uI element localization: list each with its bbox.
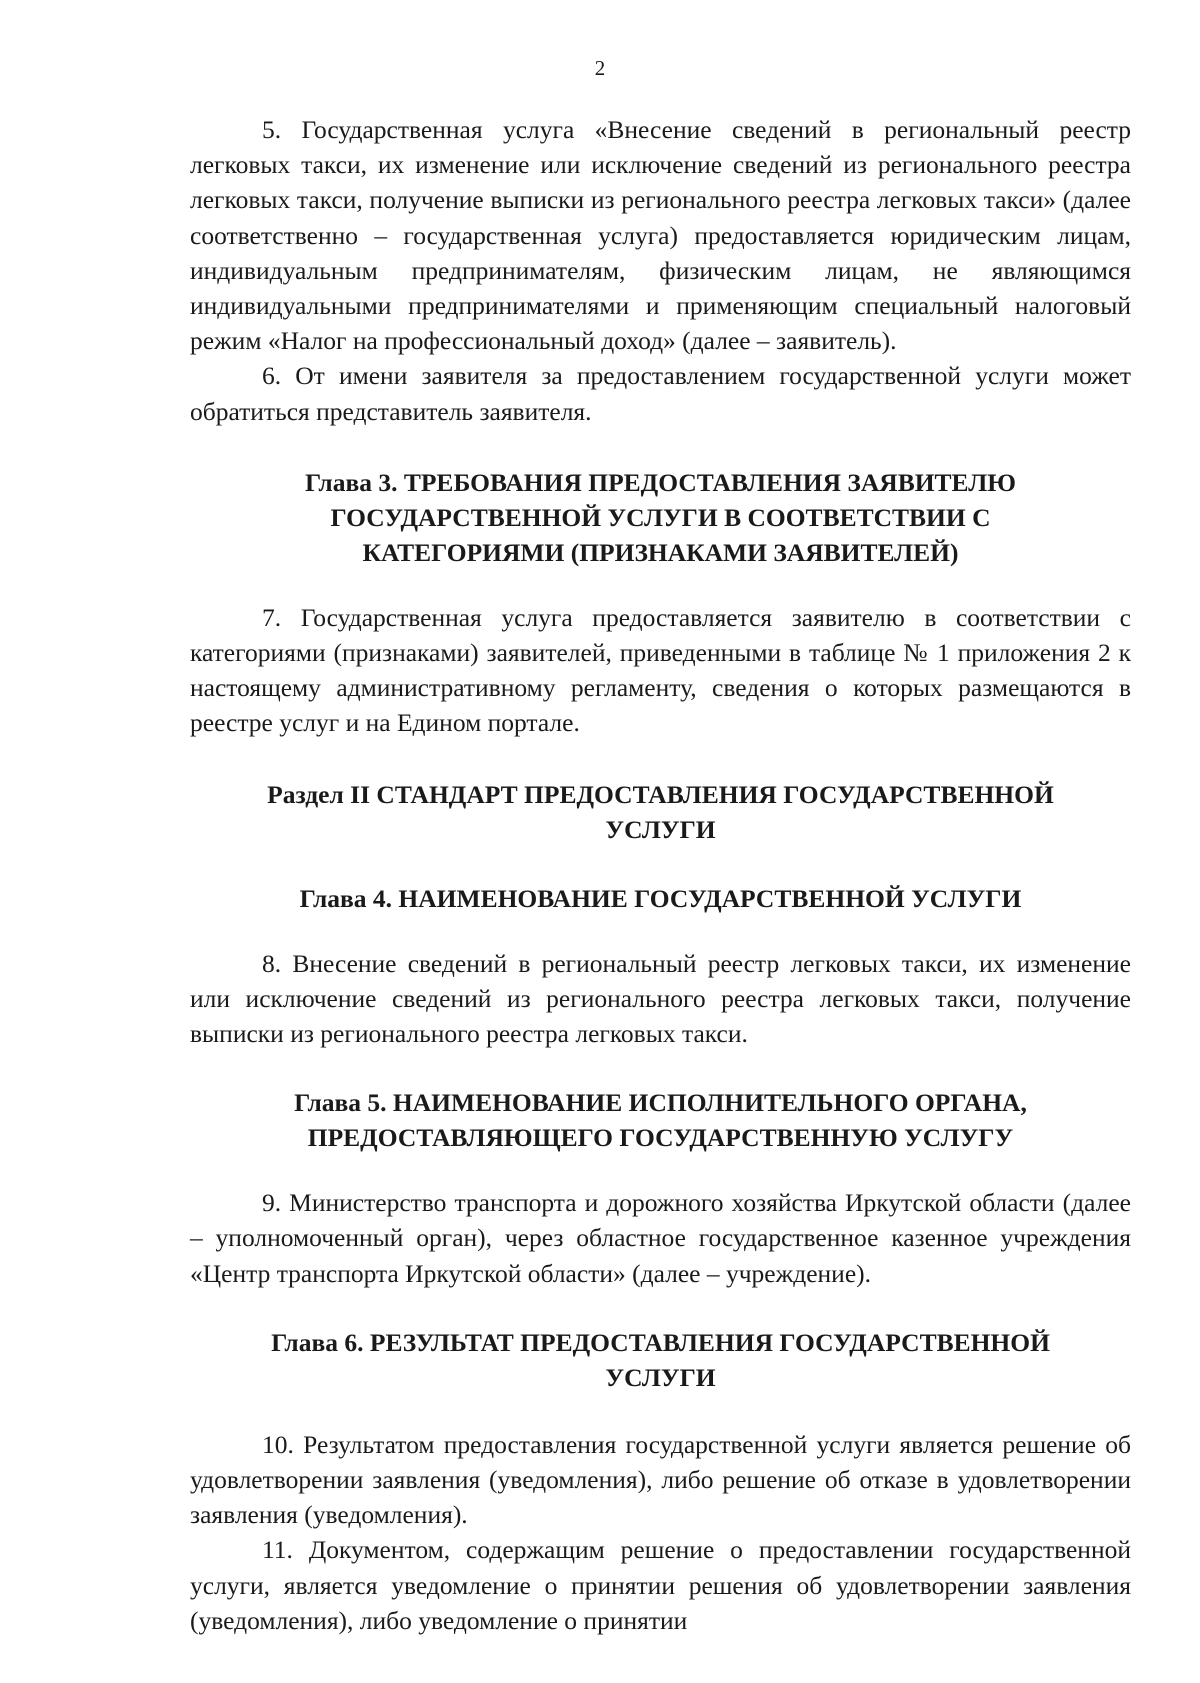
paragraph-8: 8. Внесение сведений в региональный реестр легковых такси, их изменение или исключение сведений из регионального реестра легковых такси, получение выписки из регионального реестра легковых такси. (190, 948, 1131, 1049)
chapter-4-heading (190, 881, 1131, 916)
section-2-heading-line-2: УСЛУГИ (605, 814, 716, 844)
page-number: 2 (594, 56, 606, 80)
section-2-heading-line-1: Раздел II СТАНДАРТ ПРЕДОСТАВЛЕНИЯ ГОСУДАРСТВЕННОЙ (267, 779, 1054, 809)
chapter-6-heading (190, 1325, 1131, 1395)
paragraph-11: 11. Документом, содержащим решение о предоставлении государственной услуги, является уведомление о принятии решения об удовлетворении заявления (уведомления), либо уведомление о принятии (190, 1535, 1131, 1635)
paragraph-6: 6. От имени заявителя за предоставлением государственной услуги может обратиться представитель заявителя. (190, 361, 1131, 426)
paragraph-7: 7. Государственная услуга предоставляется заявителю в соответствии с категориями (признаками) заявителей, приведенными в таблице № 1 приложения 2 к настоящему административному регламенту, сведения о которых размещаются в реестре услуг и на Едином портале. (190, 602, 1131, 738)
section-2-heading (190, 777, 1131, 847)
chapter-5-heading-line-1: Глава 5. НАИМЕНОВАНИЕ ИСПОЛНИТЕЛЬНОГО ОРГАНА, (294, 1088, 1027, 1118)
chapter-5-heading (190, 1085, 1131, 1155)
chapter-5-heading-line-2: ПРЕДОСТАВЛЯЮЩЕГО ГОСУДАРСТВЕННУЮ УСЛУГУ (307, 1123, 1014, 1153)
paragraph-9: 9. Министерство транспорта и дорожного хозяйства Иркутской области (далее – уполномоченный орган), через областное государственное казенное учреждения «Центр транспорта Иркутской области» (далее – учреждение). (190, 1188, 1131, 1288)
chapter-6-heading-line-1: Глава 6. РЕЗУЛЬТАТ ПРЕДОСТАВЛЕНИЯ ГОСУДАРСТВЕННОЙ (271, 1327, 1050, 1357)
paragraph-5: 5. Государственная услуга «Внесение сведений в региональный реестр легковых такси, их изменение или исключение сведений из регионального реестра легковых такси, получение выписки из регионального реестра легковых такси» (далее соответственно – государственная услуга) предоставляется юридическим лицам, индивидуальным предпринимателям, физическим лицам, не являющимся индивидуальными предпринимателями и применяющим специальный налоговый режим «Налог на профессиональный доход» (далее – заявитель). (190, 115, 1131, 356)
chapter-3-heading-line-1: Глава 3. ТРЕБОВАНИЯ ПРЕДОСТАВЛЕНИЯ ЗАЯВИТЕЛЮ (305, 467, 1016, 497)
chapter-3-heading (190, 465, 1131, 570)
document-body (190, 112, 1131, 1638)
chapter-3-heading-line-3: КАТЕГОРИЯМИ (ПРИЗНАКАМИ ЗАЯВИТЕЛЕЙ) (362, 537, 959, 567)
paragraph-10: 10. Результатом предоставления государственной услуги является решение об удовлетворении заявления (уведомления), либо решение об отказе в удовлетворении заявления (уведомления). (190, 1429, 1131, 1530)
chapter-4-heading-line-1: Глава 4. НАИМЕНОВАНИЕ ГОСУДАРСТВЕННОЙ УСЛУГИ (299, 883, 1022, 913)
chapter-6-heading-line-2: УСЛУГИ (605, 1362, 716, 1392)
chapter-3-heading-line-2: ГОСУДАРСТВЕННОЙ УСЛУГИ В СООТВЕТСТВИИ С (330, 502, 991, 532)
